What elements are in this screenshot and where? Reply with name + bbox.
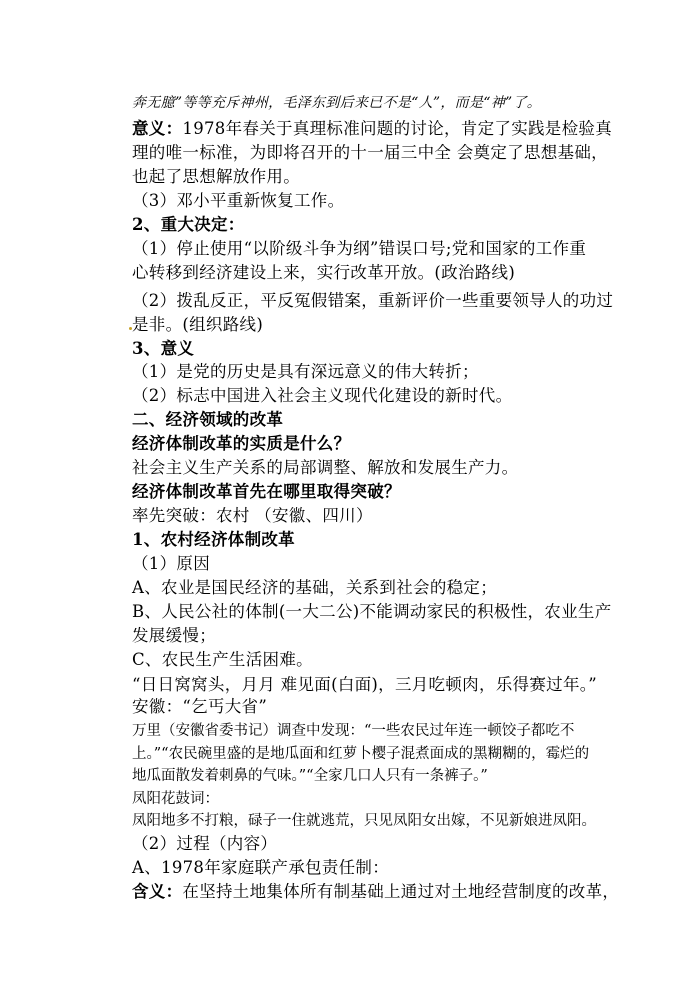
text-line — [132, 118, 612, 140]
text-line: 上。”“农民碗里盛的是地瓜面和红萝卜樱子混煮面成的黑糊糊的，霉烂的 — [132, 746, 590, 762]
text-line: （1）原因 — [132, 554, 210, 573]
line-text: 1978年春关于真理标准问题的讨论，肯定了实践是检验真 — [182, 119, 612, 138]
text-line: 率先突破：农村 （安徽、四川） — [132, 506, 373, 525]
text-line: （2）拨乱反正，平反冤假错案，重新评价一些重要领导人的功过 — [132, 291, 614, 310]
section-heading: 2、重大决定： — [132, 215, 245, 234]
text-line: 地瓜面散发着刺鼻的气味。”“全家几口人只有一条裤子。” — [132, 768, 488, 784]
quote-line: “日日窝窝头，月月 难见面(白面)，三月吃顿肉，乐得赛过年。” — [132, 675, 598, 694]
quote-line: 奔无臆”等等充斥神州，毛泽东到后来已不是“人”，而是“神”了。 — [132, 95, 542, 111]
section-heading: 二、经济领域的改革 — [132, 410, 284, 429]
text-line: 凤阳花鼓词： — [132, 791, 219, 807]
text-line: C、农民生产生活困难。 — [132, 650, 313, 669]
text-line: （3）邓小平重新恢复工作。 — [132, 191, 345, 210]
text-line: （1）是党的历史是具有深远意义的伟大转折； — [132, 362, 479, 381]
text-line: 发展缓慢； — [132, 626, 216, 645]
text-line: （2）标志中国进入社会主义现代化建设的新时代。 — [132, 386, 513, 405]
line-text: 在坚持土地集体所有制基础上通过对土地经营制度的改革， — [182, 882, 620, 901]
text-line: 凤阳地多不打粮，碌子一住就逃荒，只见凤阳女出嫁，不见新娘进凤阳。 — [132, 813, 596, 829]
term-label: 含义： — [132, 882, 183, 901]
section-heading: 3、意义 — [132, 339, 195, 358]
text-line: 安徽：“乞丐大省” — [132, 697, 268, 716]
text-line: 万里（安徽省委书记）调查中发现：“一些农民过年连一顿饺子都吃不 — [132, 723, 575, 739]
text-line: 也起了思想解放作用。 — [132, 167, 300, 186]
text-line: B、人民公社的体制(一大二公)不能调动家民的积极性，农业生产 — [132, 602, 612, 621]
text-line: 心转移到经济建设上来，实行改革开放。(政治路线) — [132, 263, 516, 282]
text-line: （1）停止使用“以阶级斗争为纲”错误口号;党和国家的工作重 — [132, 239, 587, 258]
text-line: 社会主义生产关系的局部调整、解放和发展生产力。 — [132, 458, 519, 477]
text-line — [132, 881, 619, 903]
question-heading: 经济体制改革的实质是什么？ — [132, 434, 351, 453]
text-line: （2）过程（内容） — [132, 834, 278, 853]
text-line: A、1978年家庭联产承包责任制： — [132, 858, 390, 877]
text-line: 理的唯一标准，为即将召开的十一届三中全 会奠定了思想基础， — [132, 143, 608, 162]
text-line: 是非。(组织路线) — [132, 315, 264, 334]
text-line: A、农业是国民经济的基础，关系到社会的稳定； — [132, 578, 498, 597]
term-label: 意义： — [132, 119, 183, 138]
section-heading: 1、农村经济体制改革 — [132, 530, 295, 549]
question-heading: 经济体制改革首先在哪里取得突破？ — [132, 482, 401, 501]
